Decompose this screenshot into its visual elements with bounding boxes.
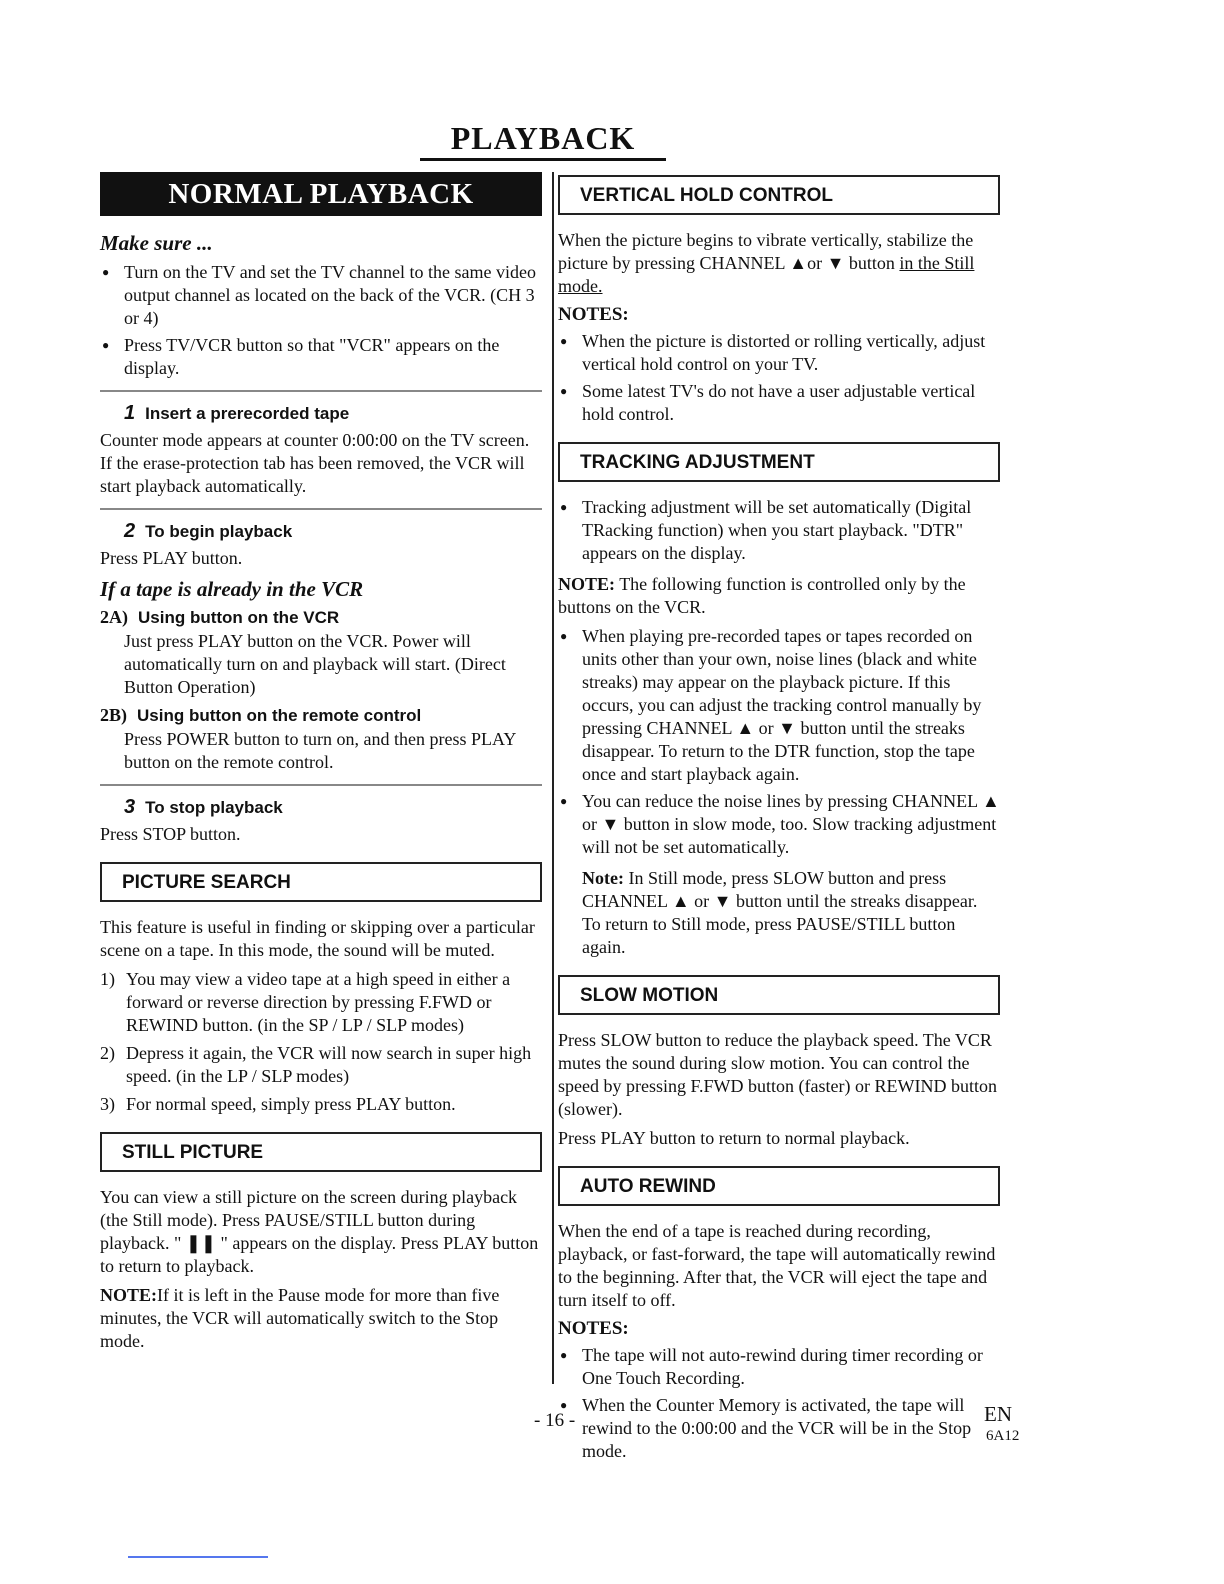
list-item: ● When playing pre-recorded tapes or tapes recorded on units other than your own, noise lines (black and white streaks) may appear on the playback picture. If this occurs, you can adjust the tracking control manually by pressing CHANNEL ▲ or ▼ button until the streaks disappear. To return to the DTR function, stop the tape once and start playback again. bbox=[558, 625, 1000, 786]
step-number: 1 bbox=[124, 402, 136, 424]
normal-playback-banner: NORMAL PLAYBACK bbox=[100, 172, 542, 216]
make-sure-list bbox=[100, 261, 542, 380]
step-1-heading bbox=[124, 402, 542, 425]
step-label: To begin playback bbox=[145, 522, 293, 541]
step-3-text: Press STOP button. bbox=[100, 824, 241, 844]
slow-motion-text: Press SLOW button to reduce the playback speed. The VCR mutes the sound during slow motion. You can control the speed by pressing F.FWD button (faster) or REWIND button (slower). bbox=[558, 1030, 997, 1119]
list-item: ● Tracking adjustment will be set automatically (Digital TRacking function) when you start playback. "DTR" appears on the display. bbox=[558, 496, 1000, 565]
picture-search-intro: This feature is useful in finding or skipping over a particular scene on a tape. In this mode, the sound will be muted. bbox=[100, 917, 535, 960]
page-number: - 16 - bbox=[534, 1410, 576, 1431]
right-column bbox=[558, 175, 1000, 1471]
tape-in-vcr-heading: If a tape is already in the VCR bbox=[100, 577, 364, 601]
document-code: 6A12 bbox=[986, 1428, 1020, 1444]
note-text: If it is left in the Pause mode for more than five minutes, the VCR will automatically switch to the Stop mode. bbox=[100, 1285, 500, 1351]
list-item: ● Some latest TV's do not have a user adjustable vertical hold control. bbox=[558, 380, 1000, 426]
still-picture-heading: STILL PICTURE bbox=[100, 1132, 542, 1172]
vertical-hold-heading: VERTICAL HOLD CONTROL bbox=[558, 175, 1000, 215]
note-label: Note: bbox=[582, 868, 624, 888]
auto-rewind-notes-label: NOTES: bbox=[558, 1318, 629, 1339]
list-item bbox=[100, 1093, 542, 1116]
list-item: ● When the Counter Memory is activated, the tape will rewind to the 0:00:00 and the VCR will be in the Stop mode. bbox=[558, 1394, 1000, 1463]
substep-2b-text: Press POWER button to turn on, and then press PLAY button on the remote control. bbox=[124, 729, 516, 772]
list-item bbox=[100, 968, 542, 1037]
item-number: 3) bbox=[100, 1094, 115, 1114]
item-text: You may view a video tape at a high speed in either a forward or reverse direction by pressing F.FWD or REWIND button. (in the SP / LP / SLP modes) bbox=[126, 969, 511, 1035]
step-label: Insert a prerecorded tape bbox=[145, 404, 350, 423]
auto-rewind-notes bbox=[558, 1344, 1000, 1463]
step-2-heading bbox=[124, 520, 542, 543]
vertical-hold-notes-label: NOTES: bbox=[558, 304, 629, 325]
divider bbox=[100, 508, 542, 510]
language-code: EN bbox=[984, 1402, 1012, 1426]
auto-rewind-text: When the end of a tape is reached during recording, playback, or fast-forward, the tape will automatically rewind to the beginning. After that, the VCR will eject the tape and turn itself to off. bbox=[558, 1221, 996, 1310]
page-title: PLAYBACK bbox=[420, 118, 666, 161]
vertical-hold-text-main: When the picture begins to vibrate vertically, stabilize the picture by pressing CHANNEL ▲or ▼ button bbox=[558, 230, 974, 273]
note-text: In Still mode, press SLOW button and press CHANNEL ▲ or ▼ button until the streaks disappear. To return to Still mode, press PAUSE/STILL button again. bbox=[582, 868, 978, 957]
vertical-hold-text bbox=[558, 229, 1000, 298]
tracking-note bbox=[558, 573, 1000, 619]
make-sure-heading: Make sure ... bbox=[100, 231, 213, 255]
item-text: For normal speed, simply press PLAY button. bbox=[126, 1094, 456, 1114]
slow-motion-heading: SLOW MOTION bbox=[558, 975, 1000, 1015]
picture-search-list bbox=[100, 968, 542, 1116]
step-1-text: Counter mode appears at counter 0:00:00 on the TV screen. If the erase-protection tab has been removed, the VCR will start playback automatically. bbox=[100, 430, 530, 496]
step-3-heading bbox=[124, 796, 542, 819]
note-text: The following function is controlled only by the buttons on the VCR. bbox=[558, 574, 966, 617]
substep-2a-heading bbox=[100, 607, 542, 628]
step-number: 2 bbox=[124, 520, 136, 542]
step-2-text: Press PLAY button. bbox=[100, 548, 243, 568]
still-picture-note bbox=[100, 1284, 542, 1353]
still-picture-text: You can view a still picture on the screen during playback (the Still mode). Press PAUSE/STILL button during playback. " ❚❚ " appears on the display. Press PLAY button to return to playback. bbox=[100, 1187, 539, 1276]
tracking-list-2 bbox=[558, 625, 1000, 859]
note-label: NOTE: bbox=[558, 574, 616, 594]
item-number: 2) bbox=[100, 1043, 115, 1063]
substep-2b-heading bbox=[100, 705, 542, 726]
tracking-sub-note bbox=[582, 867, 1000, 959]
picture-search-heading: PICTURE SEARCH bbox=[100, 862, 542, 902]
tracking-adjustment-heading: TRACKING ADJUSTMENT bbox=[558, 442, 1000, 482]
list-item bbox=[100, 1042, 542, 1088]
list-item: ● The tape will not auto-rewind during timer recording or One Touch Recording. bbox=[558, 1344, 1000, 1390]
list-item: ● You can reduce the noise lines by pressing CHANNEL ▲ or ▼ button in slow mode, too. Slow tracking adjustment will not be set automatically. bbox=[558, 790, 1000, 859]
auto-rewind-heading: AUTO REWIND bbox=[558, 1166, 1000, 1206]
list-item: ● Turn on the TV and set the TV channel to the same video output channel as located on the back of the VCR. (CH 3 or 4) bbox=[100, 261, 542, 330]
left-column bbox=[100, 172, 542, 1359]
substep-code: 2A) bbox=[100, 607, 128, 627]
item-number: 1) bbox=[100, 969, 115, 989]
vertical-hold-notes bbox=[558, 330, 1000, 426]
item-text: Depress it again, the VCR will now search in super high speed. (in the LP / SLP modes) bbox=[126, 1043, 532, 1086]
note-label: NOTE: bbox=[100, 1285, 158, 1305]
substep-code: 2B) bbox=[100, 705, 127, 725]
step-number: 3 bbox=[124, 796, 136, 818]
list-item: ● When the picture is distorted or rolling vertically, adjust vertical hold control on your TV. bbox=[558, 330, 1000, 376]
bottom-link-line bbox=[128, 1556, 268, 1558]
divider bbox=[100, 784, 542, 786]
tracking-list-1 bbox=[558, 496, 1000, 565]
divider bbox=[100, 390, 542, 392]
slow-motion-text-2: Press PLAY button to return to normal playback. bbox=[558, 1128, 910, 1148]
substep-label: Using button on the VCR bbox=[138, 608, 340, 627]
substep-label: Using button on the remote control bbox=[137, 706, 422, 725]
substep-2a-text: Just press PLAY button on the VCR. Power will automatically turn on and playback will start. (Direct Button Operation) bbox=[124, 631, 506, 697]
step-label: To stop playback bbox=[145, 798, 283, 817]
list-item: ● Press TV/VCR button so that "VCR" appears on the display. bbox=[100, 334, 542, 380]
vertical-hold-text-underlined: in the Still mode. bbox=[558, 253, 975, 296]
column-divider bbox=[552, 172, 554, 1384]
